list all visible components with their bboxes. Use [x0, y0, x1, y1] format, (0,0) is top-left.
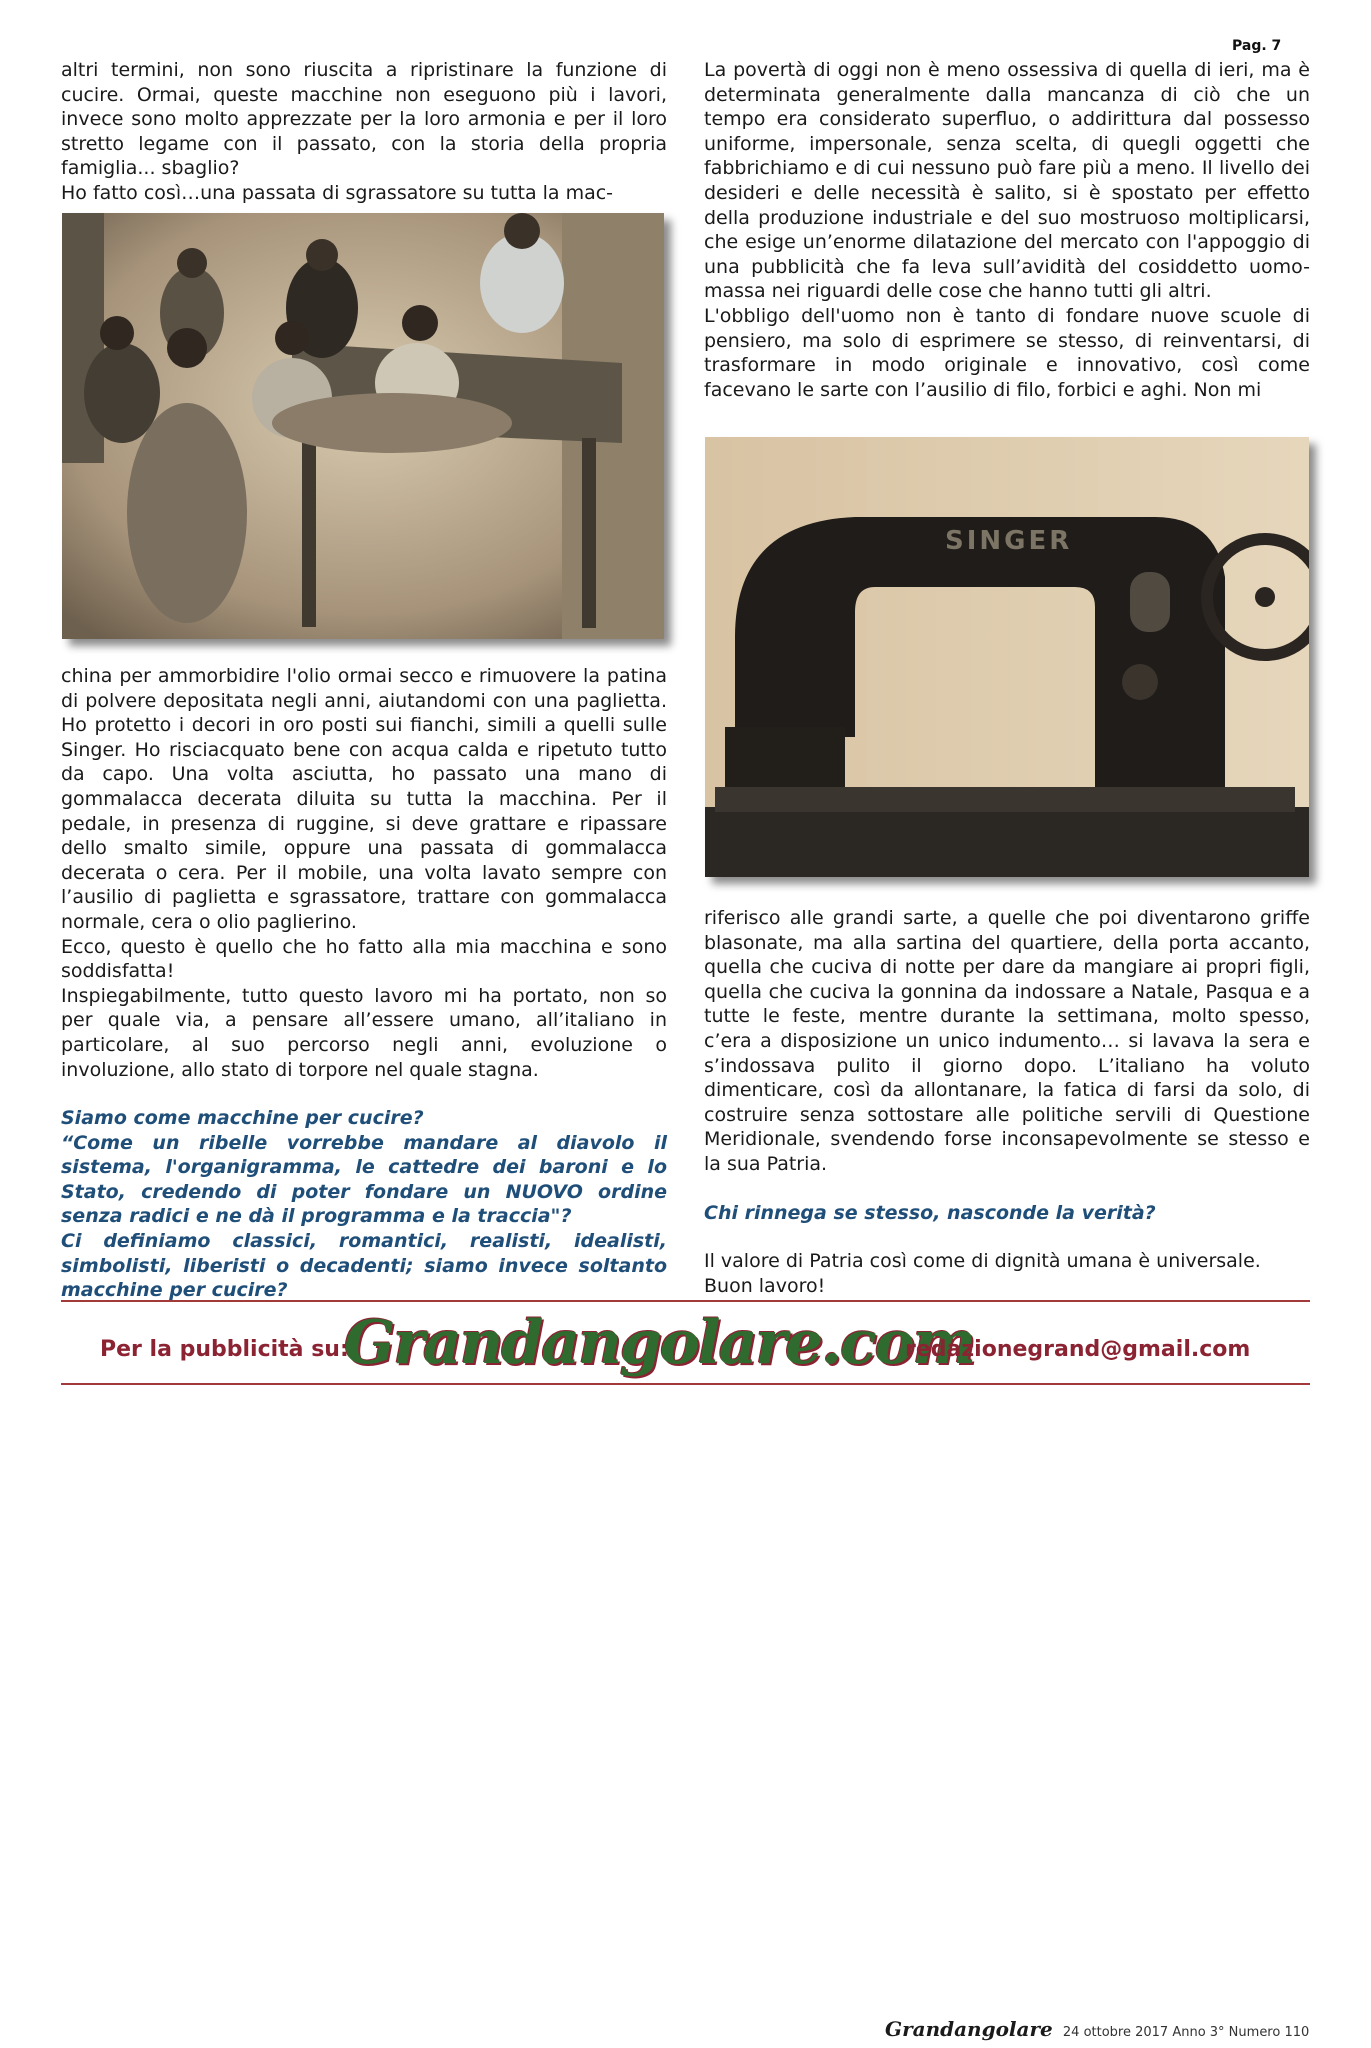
- vintage-seamstresses-photo: [62, 213, 664, 639]
- right-column-bottom: [704, 906, 1310, 1298]
- machine-brand-text: SINGER: [945, 526, 1073, 556]
- paragraph: Inspiegabilmente, tutto questo lavoro mi ha portato, non so per quale via, a pensare all’essere umano, all’italiano in particolare, al suo percorso negli anni, evoluzione o involuzione, allo stato di torpore nel quale stagna.: [61, 984, 667, 1081]
- paragraph: La povertà di oggi non è meno ossessiva di quella di ieri, ma è determinata generalmente dalla mancanza di ciò che un tempo era considerato superfluo, o addirittura dal possesso uniforme, impersonale, senza scelta, di quegli oggetti che fabbrichiamo e di cui nessuno può fare più a meno. Il livello dei desideri e delle necessità è salito, si è spostato per effetto della produzione industriale e del suo mostruoso moltiplicarsi, che esige un’enorme dilatazione del mercato con l'appoggio di una pubblicità che fa leva sull’avidità del cosiddetto uomo-massa nei riguardi delle cose che hanno tutti gli altri.: [704, 59, 1310, 303]
- closing-question: Chi rinnega se stesso, nasconde la verità?: [704, 1201, 1156, 1224]
- left-column-top: [61, 58, 667, 206]
- page-number: Pag. 7: [1232, 38, 1282, 54]
- paragraph: Il valore di Patria così come di dignità umana è universale.: [704, 1250, 1261, 1273]
- paragraph: Ho fatto così…una passata di sgrassatore su tutta la mac-: [61, 181, 614, 204]
- paragraph: altri termini, non sono riuscita a ripristinare la funzione di cucire. Ormai, queste macchine non eseguono più i lavori, invece sono molto apprezzate per la loro armonia e per il loro stretto legame con il passato, con la storia della propria famiglia... sbaglio?: [61, 59, 667, 180]
- paragraph: Buon lavoro!: [704, 1274, 826, 1297]
- singer-sewing-machine-photo: [705, 437, 1309, 877]
- divider-top: [61, 1300, 1310, 1302]
- quote-line: Ci definiamo classici, romantici, realisti, idealisti, simbolisti, liberisti o decadenti; siamo invece soltanto macchine per cucire?: [61, 1230, 667, 1302]
- promo-email-link[interactable]: redazionegrand@gmail.com: [905, 1337, 1251, 1362]
- paragraph: china per ammorbidire l'olio ormai secco e rimuovere la patina di polvere depositata negli anni, aiutandomi con una paglietta. Ho protetto i decori in oro posti sui fianchi, simili a quelli sulle Singer. Ho risciacquato bene con acqua calda e ripetuto tutto da capo. Una volta asciutta, ho passato una mano di gommalacca decerata diluita su tutta la macchina. Per il pedale, in presenza di ruggine, si deve grattare e ripassare dello smalto simile, oppure una passata di gommalacca decerata o cera. Per il mobile, una volta lavato sempre con l’ausilio di paglietta e sgrassatore, trattare con gommalacca normale, cera o olio paglierino.: [61, 665, 667, 933]
- left-column-bottom: [61, 664, 667, 1303]
- page-footer: [885, 2017, 1309, 2041]
- paragraph: riferisco alle grandi sarte, a quelle che poi diventarono griffe blasonate, ma alla sartina del quartiere, della porta accanto, quella che cuciva di notte per dare da mangiare ai propri figli, quella che cuciva la gonnina da indossare a Natale, Pasqua e a tutte le feste, mentre durante la settimana, molto spesso, c’era a disposizione un unico indumento… si lavava la sera e s’indossava pulito il giorno dopo. L’italiano ha voluto dimenticare, così da allontanare, la fatica di farsi da solo, di costruire senza sottostare alle politiche servili di Questione Meridionale, svendendo forse inconsapevolmente se stesso e la sua Patria.: [704, 907, 1310, 1175]
- right-column-top: [704, 58, 1310, 402]
- promo-label: Per la pubblicità su:: [100, 1337, 349, 1362]
- paragraph: L'obbligo dell'uomo non è tanto di fondare nuove scuole di pensiero, ma solo di esprimere se stesso, di reinventarsi, di trasformare in modo originale e innovativo, così come facevano le sarte con l’ausilio di filo, forbici e aghi. Non mi: [704, 304, 1310, 401]
- paragraph: Ecco, questo è quello che ho fatto alla mia macchina e sono soddisfatta!: [61, 935, 667, 983]
- quote-line: Siamo come macchine per cucire?: [61, 1107, 424, 1130]
- footer-brand: Grandangolare: [885, 2017, 1053, 2041]
- divider-bottom: [61, 1383, 1310, 1385]
- grandangolare-logo[interactable]: Grandangolare.com: [344, 1308, 975, 1378]
- quote-line: “Come un ribelle vorrebbe mandare al diavolo il sistema, l'organigramma, le cattedre dei baroni e lo Stato, credendo di poter fondare un NUOVO ordine senza radici e ne dà il programma e la traccia"?: [61, 1131, 667, 1228]
- footer-issue-info: 24 ottobre 2017 Anno 3° Numero 110: [1062, 2025, 1310, 2040]
